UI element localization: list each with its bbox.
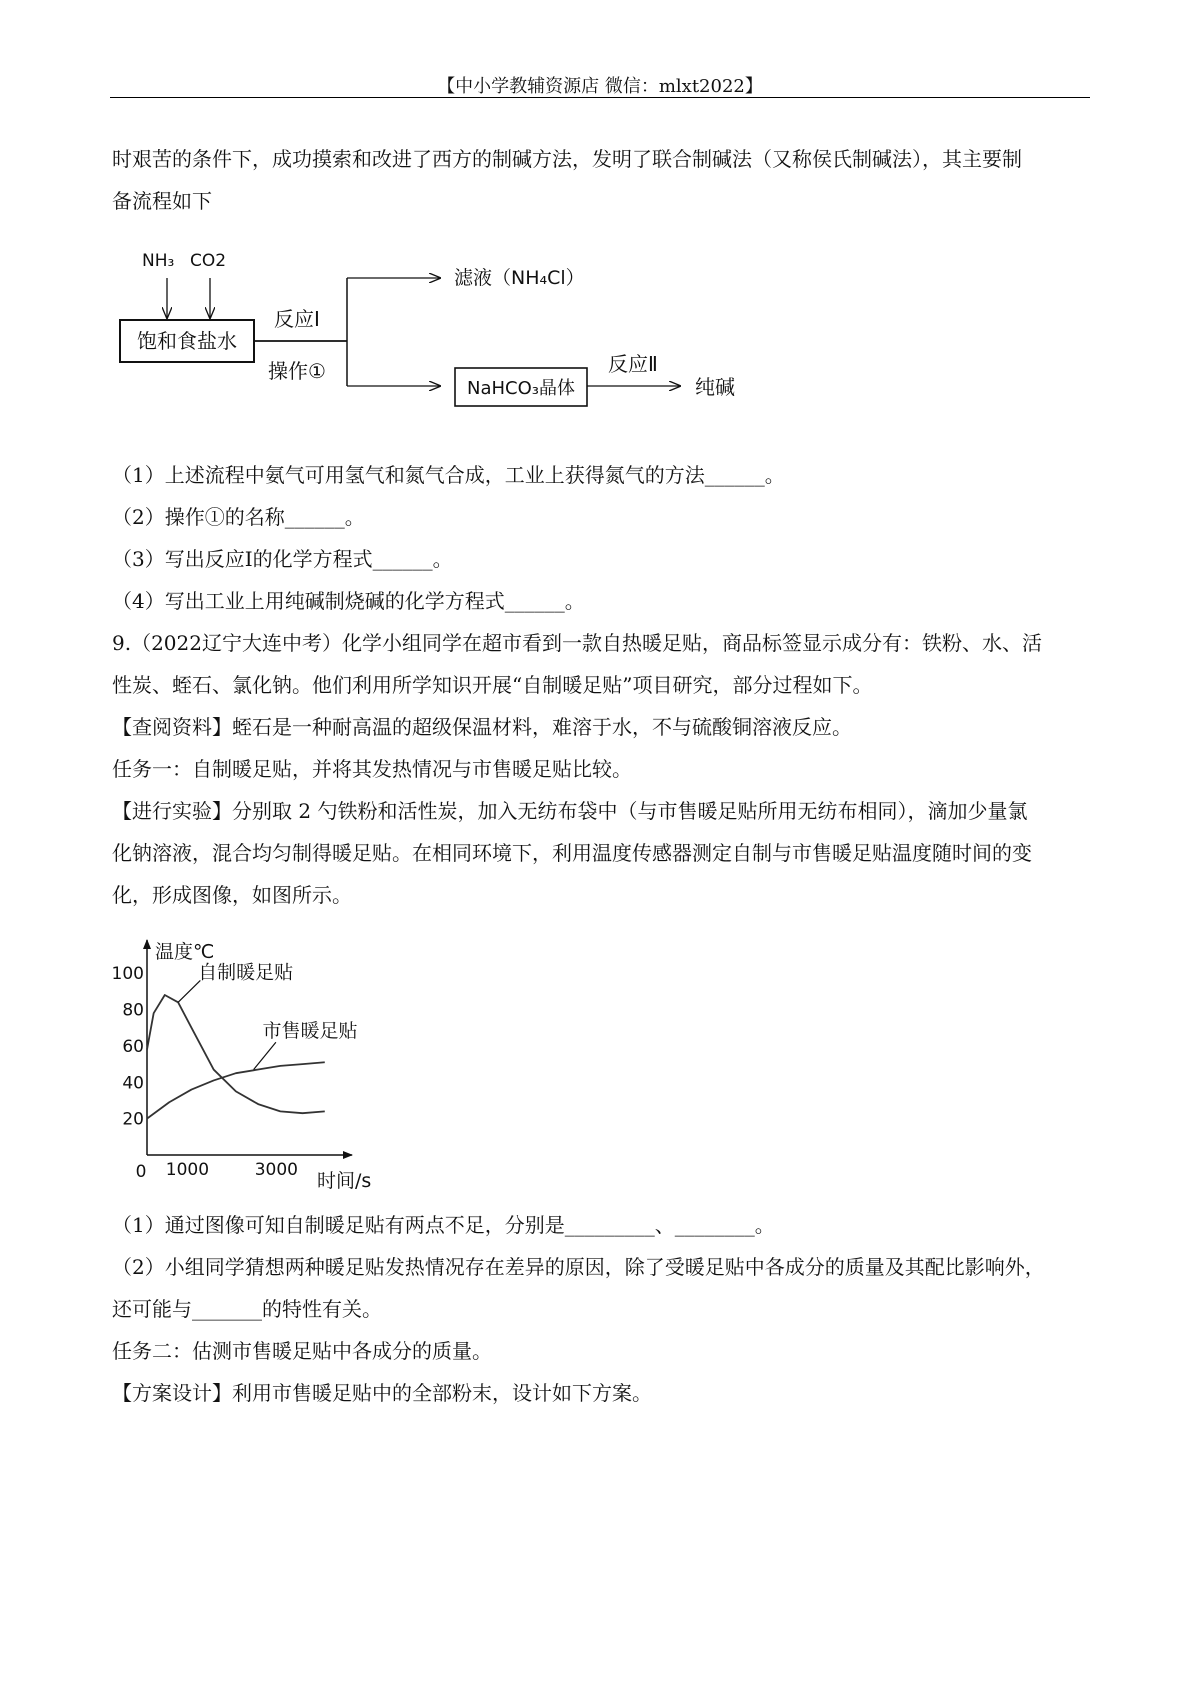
box-saturated-brine-label: 饱和食盐水 bbox=[137, 329, 237, 353]
box-nahco3-crystal-label: NaHCO₃晶体 bbox=[467, 378, 575, 399]
homemade-leader-line bbox=[178, 980, 200, 1002]
commercial-leader-line bbox=[254, 1042, 276, 1069]
reaction-1-label: 反应Ⅰ bbox=[274, 307, 320, 331]
q9-experiment-3: 化，形成图像，如图所示。 bbox=[112, 883, 352, 907]
q9-answer-2-line-2: 还可能与_______的特性有关。 bbox=[112, 1297, 382, 1321]
x-tick-label: 1000 bbox=[165, 1160, 210, 1180]
reaction-2-label: 反应Ⅱ bbox=[608, 352, 658, 376]
document-body bbox=[112, 138, 1090, 1414]
filtrate-label: 滤液（NH₄Cl） bbox=[454, 267, 585, 289]
product-label: 纯碱 bbox=[695, 375, 735, 399]
x-axis-label: 时间/s bbox=[317, 1170, 372, 1190]
y-tick-label: 40 bbox=[122, 1073, 144, 1094]
q8-sub-3: （3）写出反应Ⅰ的化学方程式______。 bbox=[112, 547, 453, 571]
flowchart-svg bbox=[112, 236, 812, 436]
q9-experiment-2: 化钠溶液，混合均匀制得暖足贴。在相同环境下，利用温度传感器测定自制与市售暖足贴温度随时间的变 bbox=[112, 841, 1032, 865]
series-commercial-label: 市售暖足贴 bbox=[262, 1019, 358, 1042]
q9-line-2: 性炭、蛭石、氯化钠。他们利用所学知识开展“自制暖足贴”项目研究，部分过程如下。 bbox=[112, 673, 873, 697]
y-tick-label: 100 bbox=[112, 964, 144, 985]
input-nh3: NH₃ bbox=[142, 251, 175, 271]
q8-sub-4: （4）写出工业上用纯碱制烧碱的化学方程式______。 bbox=[112, 589, 585, 613]
temperature-chart-svg bbox=[112, 930, 412, 1190]
temperature-chart bbox=[112, 930, 1090, 1190]
input-co2: CO2 bbox=[190, 251, 227, 271]
y-tick-label: 80 bbox=[122, 1000, 144, 1021]
intro-line-2: 备流程如下 bbox=[112, 189, 212, 213]
q9-experiment-1: 【进行实验】分别取 2 勺铁粉和活性炭，加入无纺布袋中（与市售暖足贴所用无纺布相同），滴加少量氯 bbox=[112, 799, 1028, 823]
series-homemade-label: 自制暖足贴 bbox=[198, 961, 294, 984]
q8-sub-1: （1）上述流程中氨气可用氢气和氮气合成，工业上获得氮气的方法______。 bbox=[112, 463, 785, 487]
y-axis-label: 温度℃ bbox=[155, 941, 215, 963]
q9-line-1: 9.（2022辽宁大连中考）化学小组同学在超市看到一款自热暖足贴，商品标签显示成分有：铁粉、水、活 bbox=[112, 631, 1042, 655]
page-header: 【中小学教辅资源店 微信：mlxt2022】 bbox=[437, 76, 763, 97]
q8-sub-2: （2）操作①的名称______。 bbox=[112, 505, 365, 529]
q9-answer-1: （1）通过图像可知自制暖足贴有两点不足，分别是_________、________。 bbox=[112, 1213, 775, 1237]
intro-line-1: 时艰苦的条件下，成功摸索和改进了西方的制碱方法，发明了联合制碱法（又称侯氏制碱法），其主要制 bbox=[112, 147, 1022, 171]
q9-task-2: 任务二：估测市售暖足贴中各成分的质量。 bbox=[112, 1339, 492, 1363]
q9-answer-2-line-1: （2）小组同学猜想两种暖足贴发热情况存在差异的原因，除了受暖足贴中各成分的质量及其配比影响外， bbox=[112, 1255, 1045, 1279]
y-tick-label: 60 bbox=[122, 1036, 144, 1057]
x-tick-label: 3000 bbox=[254, 1160, 298, 1180]
origin-label: 0 bbox=[135, 1162, 147, 1182]
process-flowchart bbox=[112, 236, 1090, 436]
q9-reference: 【查阅资料】蛭石是一种耐高温的超级保温材料，难溶于水，不与硫酸铜溶液反应。 bbox=[112, 715, 852, 739]
series-homemade-line bbox=[147, 995, 325, 1113]
q9-plan: 【方案设计】利用市售暖足贴中的全部粉末，设计如下方案。 bbox=[112, 1381, 652, 1405]
header-rule bbox=[110, 97, 1090, 98]
operation-1-label: 操作① bbox=[268, 359, 326, 383]
q9-task-1: 任务一：自制暖足贴，并将其发热情况与市售暖足贴比较。 bbox=[112, 757, 632, 781]
y-tick-label: 20 bbox=[122, 1109, 144, 1130]
